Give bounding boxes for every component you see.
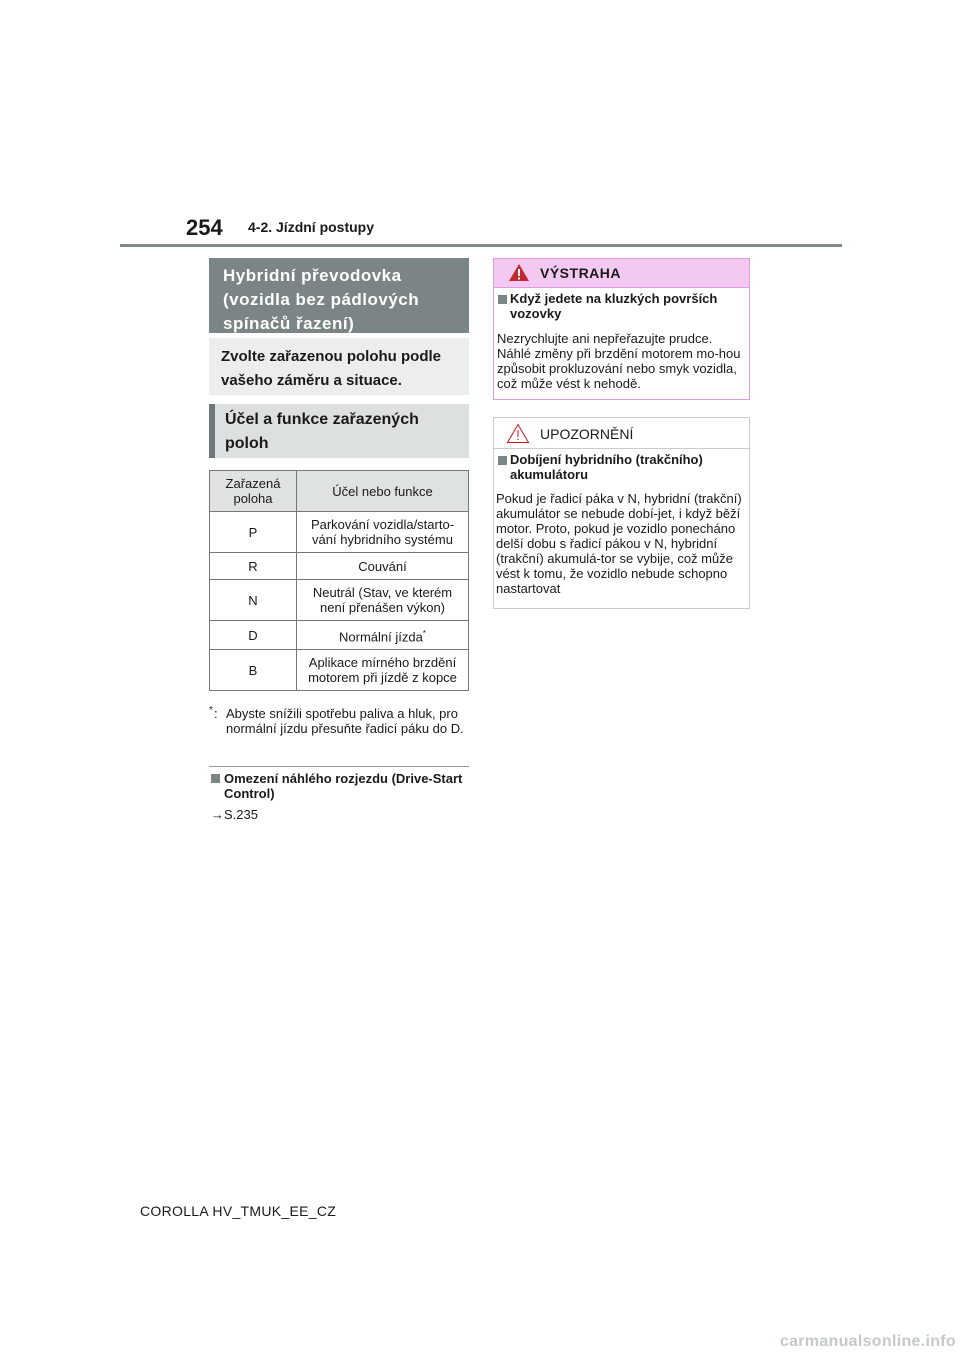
intro-text: Zvolte zařazenou polohu podle vašeho záměru a situace. <box>209 338 469 395</box>
footnote <box>209 706 471 736</box>
table-row <box>210 580 469 621</box>
watermark: carmanualsonline.info <box>779 1333 956 1350</box>
footnote-marker: * <box>422 628 426 638</box>
shift-position-table <box>209 470 469 691</box>
footnote-colon: : <box>214 706 218 721</box>
caution-title: UPOZORNĚNÍ <box>540 426 634 442</box>
square-bullet-icon <box>498 456 507 465</box>
caution-subheading: Dobíjení hybridního (trakčního) akumulátoru <box>510 452 703 482</box>
caution-body: Pokud je řadicí páka v N, hybridní (trakční) akumulátor se nebude dobí-jet, i když běží motor. Proto, pokud je vozidlo ponecháno delší dobu s řadicí pákou v N, hybridní (trakční) akumulá-tor se vybije, což může vést k tomu, že vozidlo nebude schopno nastartovat <box>496 491 742 596</box>
table-row <box>210 512 469 553</box>
table-cell-position: P <box>210 512 297 553</box>
table-header-function: Účel nebo funkce <box>297 471 469 512</box>
square-bullet-icon <box>211 774 220 783</box>
caution-box <box>493 417 750 609</box>
warning-header <box>494 259 749 288</box>
warning-subheading: Když jedete na kluzkých površích vozovky <box>510 291 718 321</box>
square-bullet-icon <box>498 295 507 304</box>
warning-title: VÝSTRAHA <box>540 265 622 281</box>
table-row <box>210 621 469 650</box>
table-cell-function: Couvání <box>297 553 469 580</box>
table-cell-position: B <box>210 650 297 691</box>
section-header: 4-2. Jízdní postupy <box>248 219 375 235</box>
table-cell-position: N <box>210 580 297 621</box>
footnote-star: * <box>209 705 213 716</box>
table-cell-position: D <box>210 621 297 650</box>
table-cell-function <box>297 621 469 650</box>
table-cell-function: Parkování vozidla/starto-vání hybridního systému <box>297 512 469 553</box>
warning-triangle-icon <box>508 263 530 282</box>
section-title: Hybridní převodovka (vozidla bez pádlových spínačů řazení) <box>209 258 469 333</box>
table-cell-function: Neutrál (Stav, ve kterém není přenášen výkon) <box>297 580 469 621</box>
footer-model-code: COROLLA HV_TMUK_EE_CZ <box>140 1203 337 1219</box>
caution-triangle-icon <box>506 423 530 444</box>
page-reference-link[interactable]: →S.235 <box>211 807 258 822</box>
warning-body: Nezrychlujte ani nepřeřazujte prudce. Náhlé změny při brzdění motorem mo-hou způsobit prokluzování nebo smyk vozidla, což může vést k nehodě. <box>497 331 741 391</box>
table-header-position: Zařazená poloha <box>210 471 297 512</box>
header-rule <box>120 244 842 247</box>
table-row <box>210 553 469 580</box>
divider <box>209 766 469 767</box>
table-header-row <box>210 471 469 512</box>
caution-header <box>494 418 749 449</box>
footnote-text: Abyste snížili spotřebu paliva a hluk, pro normální jízdu přesuňte řadicí páku do D. <box>226 706 464 736</box>
warning-box <box>493 258 750 400</box>
table-cell-function-text: Normální jízda <box>339 629 423 645</box>
subsection-heading: Účel a funkce zařazených poloh <box>209 404 469 458</box>
page-number: 254 <box>186 215 223 240</box>
table-cell-position: R <box>210 553 297 580</box>
table-cell-function: Aplikace mírného brzdění motorem při jízdě z kopce <box>297 650 469 691</box>
drive-start-heading: Omezení náhlého rozjezdu (Drive-Start Control) <box>224 771 463 801</box>
table-row <box>210 650 469 691</box>
